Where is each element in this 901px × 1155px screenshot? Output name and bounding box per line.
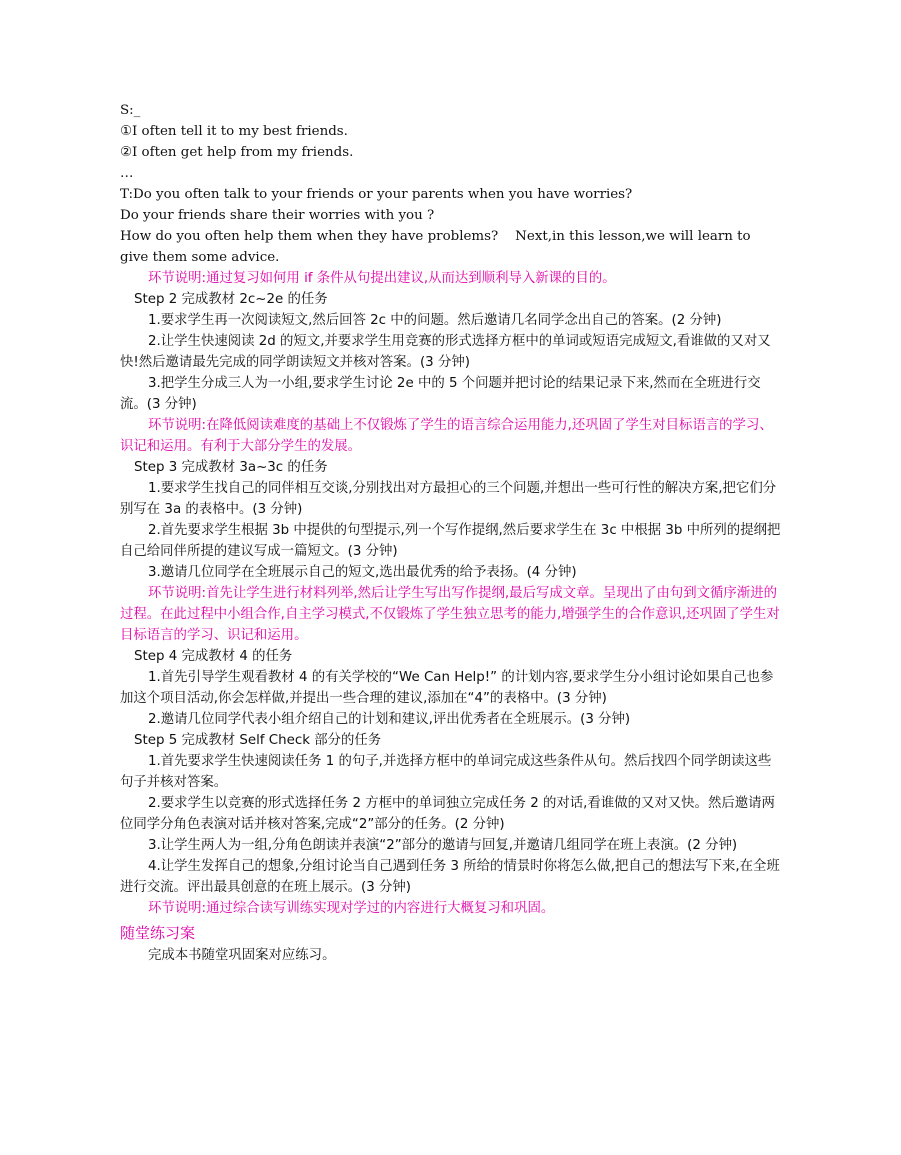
step-title: Step 2 完成教材 2c~2e 的任务 [134, 292, 328, 307]
step-item: 3.把学生分成三人为一小组,要求学生讨论 2e 中的 5 个问题并把讨论的结果记录下来,然而在全班进行交流。(3 分钟) [120, 376, 761, 412]
step-item: 1.要求学生找自己的同伴相互交谈,分别找出对方最担心的三个问题,并想出一些可行性的解决方案,把它们分别写在 3a 的表格中。(3 分钟) [120, 481, 777, 517]
step-title: Step 3 完成教材 3a~3c 的任务 [134, 460, 328, 475]
intro-line: ①I often tell it to my best friends. [120, 124, 348, 139]
intro-line: … [120, 166, 134, 181]
step-item: 2.让学生快速阅读 2d 的短文,并要求学生用竞赛的形式选择方框中的单词或短语完成短文,看谁做的又对又快!然后邀请最先完成的同学朗读短文并核对答案。(3 分钟) [120, 334, 771, 370]
intro-line: Do your friends share their worries with you ? [120, 208, 435, 223]
practice-text: 完成本书随堂巩固案对应练习。 [148, 948, 336, 963]
intro-line: ②I often get help from my friends. [120, 145, 354, 160]
section-note: 环节说明:通过复习如何用 if 条件从句提出建议,从而达到顺利导入新课的目的。 [148, 271, 616, 286]
document-page [120, 100, 782, 966]
step-title: Step 5 完成教材 Self Check 部分的任务 [134, 733, 382, 748]
section-note: 环节说明:首先让学生进行材料列举,然后让学生写出写作提纲,最后写成文章。呈现出了由句到文循序渐进的过程。在此过程中小组合作,自主学习模式,不仅锻炼了学生独立思考的能力,增强学生的合作意识,还巩固了学生对目标语言的学习、识记和运用。 [120, 586, 780, 643]
step-item: 1.要求学生再一次阅读短文,然后回答 2c 中的问题。然后邀请几名同学念出自己的答案。(2 分钟) [148, 313, 722, 328]
intro-line: How do you often help them when they have problems? Next,in this lesson,we will learn to give them some advice. [120, 229, 755, 265]
intro-line: T:Do you often talk to your friends or your parents when you have worries? [120, 187, 633, 202]
step-title: Step 4 完成教材 4 的任务 [134, 649, 293, 664]
step-item: 2.首先要求学生根据 3b 中提供的句型提示,列一个写作提纲,然后要求学生在 3c 中根据 3b 中所列的提纲把自己给同伴所提的建议写成一篇短文。(3 分钟) [120, 523, 781, 559]
step-item: 2.邀请几位同学代表小组介绍自己的计划和建议,评出优秀者在全班展示。(3 分钟) [148, 712, 631, 727]
step-item: 2.要求学生以竞赛的形式选择任务 2 方框中的单词独立完成任务 2 的对话,看谁做的又对又快。然后邀请两位同学分角色表演对话并核对答案,完成“2”部分的任务。(2 分钟) [120, 796, 775, 832]
practice-heading: 随堂练习案 [120, 924, 196, 942]
section-note: 环节说明:在降低阅读难度的基础上不仅锻炼了学生的语言综合运用能力,还巩固了学生对目标语言的学习、识记和运用。有利于大部分学生的发展。 [120, 418, 773, 454]
step-item: 3.让学生两人为一组,分角色朗读并表演“2”部分的邀请与回复,并邀请几组同学在班上表演。(2 分钟) [148, 838, 738, 853]
step-item: 4.让学生发挥自己的想象,分组讨论当自己遇到任务 3 所给的情景时你将怎么做,把自己的想法写下来,在全班进行交流。评出最具创意的在班上展示。(3 分钟) [120, 859, 780, 895]
step-item: 1.首先引导学生观看教材 4 的有关学校的“We Can Help!” 的计划内容,要求学生分小组讨论如果自己也参加这个项目活动,你会怎样做,并提出一些合理的建议,添加在“4”的表格中。(3 分钟) [120, 670, 774, 706]
step-item: 3.邀请几位同学在全班展示自己的短文,选出最优秀的给予表扬。(4 分钟) [148, 565, 577, 580]
section-note: 环节说明:通过综合读写训练实现对学过的内容进行大概复习和巩固。 [148, 901, 555, 916]
intro-line: S:_ [120, 103, 141, 118]
step-item: 1.首先要求学生快速阅读任务 1 的句子,并选择方框中的单词完成这些条件从句。然后找四个同学朗读这些句子并核对答案。 [120, 754, 772, 790]
